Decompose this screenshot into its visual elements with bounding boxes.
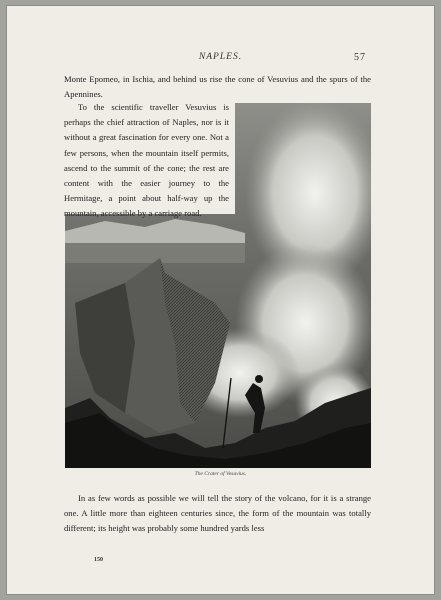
page-number: 57 bbox=[354, 52, 366, 63]
signature-folio: 150 bbox=[94, 557, 103, 563]
paragraph-wrap: To the scientific traveller Vesuvius is perhaps the chief attraction of Naples, nor is it without a great fascination for every one. Not a few persons, when the mountain itself permits, ascend to the summit of the cone; the rest are content with the easier journey to the Hermitage, a point about half-way up the mountain, accessible by a carriage road. bbox=[64, 102, 229, 219]
book-page bbox=[7, 6, 434, 594]
paragraph-bottom: In as few words as possible we will tell the story of the volcano, for it is a strange one. A little more than eighteen centuries since, the form of the mountain was totally different; its height was probably some hundred yards less bbox=[64, 493, 371, 533]
paragraph-top: Monte Epomeo, in Ischia, and behind us rise the cone of Vesuvius and the spurs of the Apennines. bbox=[64, 74, 371, 99]
running-title: NAPLES. bbox=[198, 52, 243, 62]
page-header bbox=[7, 52, 434, 66]
illustration-caption: The Crater of Vesuvius. bbox=[194, 471, 247, 477]
